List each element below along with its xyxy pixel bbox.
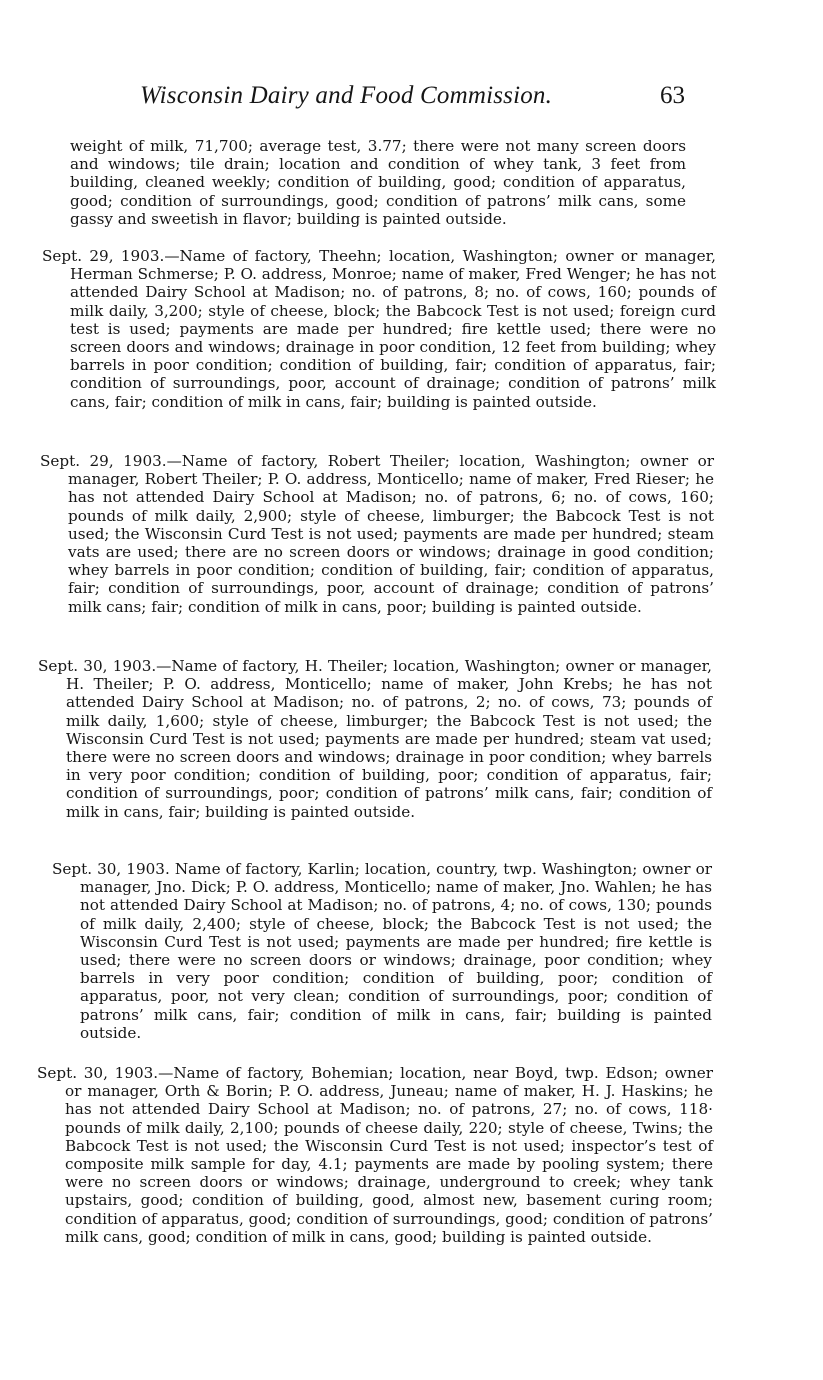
running-title: Wisconsin Dairy and Food Commission. — [140, 82, 553, 109]
running-header — [140, 82, 685, 122]
factory-entry-robert-theiler: Sept. 29, 1903.—Name of factory, Robert Theiler; location, Washington; owner or manager, Robert Theiler; P. O. address, Monticello; name of maker, Fred Rieser; he has not attended Dairy School at Madison; no. of patrons, 6; no. of cows, 160; pounds of milk daily, 2,900; style of cheese, limburger; the Babcock Test is not used; the Wisconsin Curd Test is not used; payments are made per hundred; steam vats are used; there are no screen doors or windows; drainage in good condition; whey barrels in poor condition; condition of building, fair; condition of apparatus, fair; condition of surroundings, poor, account of drainage; condition of patrons’ milk cans; fair; condition of milk in cans, poor; building is painted outside. — [40, 452, 714, 616]
page-number: 63 — [660, 82, 685, 109]
factory-entry-bohemian: Sept. 30, 1903.—Name of factory, Bohemian; location, near Boyd, twp. Edson; owner or manager, Orth & Borin; P. O. address, Juneau; name of maker, H. J. Haskins; he has not attended Dairy School at Madison; no. of patrons, 27; no. of cows, 118· pounds of milk daily, 2,100; pounds of cheese daily, 220; style of cheese, Twins; the Babcock Test is not used; the Wisconsin Curd Test is not used; inspector’s test of composite milk sample for day, 4.1; payments are made by pooling system; there were no screen doors or windows; drainage, underground to creek; whey tank upstairs, good; condition of building, good, almost new, basement curing room; condition of apparatus, good; condition of surroundings, good; condition of patrons’ milk cans, good; condition of milk in cans, good; building is painted outside. — [37, 1064, 713, 1246]
factory-entry-h-theiler: Sept. 30, 1903.—Name of factory, H. Theiler; location, Washington; owner or manager, H. Theiler; P. O. address, Monticello; name of maker, John Krebs; he has not attended Dairy School at Madison; no. of patrons, 2; no. of cows, 73; pounds of milk daily, 1,600; style of cheese, limburger; the Babcock Test is not used; the Wisconsin Curd Test is not used; payments are made per hundred; steam vat used; there were no screen doors and windows; drainage in poor condition; whey barrels in very poor condition; condition of building, poor; condition of apparatus, fair; condition of surroundings, poor; condition of patrons’ milk cans, fair; condition of milk in cans, fair; building is painted outside. — [38, 657, 712, 821]
factory-entry-karlin: Sept. 30, 1903. Name of factory, Karlin; location, country, twp. Washington; owner or manager, Jno. Dick; P. O. address, Monticello; name of maker, Jno. Wahlen; he has not attended Dairy School at Madison; no. of patrons, 4; no. of cows, 130; pounds of milk daily, 2,400; style of cheese, block; the Babcock Test is not used; the Wisconsin Curd Test is not used; payments are made per hundred; fire kettle is used; there were no screen doors or windows; drainage, poor condition; whey barrels in very poor condition; condition of building, poor; condition of apparatus, poor, not very clean; condition of surroundings, poor; condition of patrons’ milk cans, fair; condition of milk in cans, fair; building is painted outside. — [52, 860, 712, 1042]
entry-continued-paragraph: weight of milk, 71,700; average test, 3.77; there were not many screen doors and windows; tile drain; location and condition of whey tank, 3 feet from building, cleaned weekly; condition of building, good; condition of apparatus, good; condition of surroundings, good; condition of patrons’ milk cans, some gassy and sweetish in flavor; building is painted outside. — [70, 137, 686, 228]
factory-entry-theehn: Sept. 29, 1903.—Name of factory, Theehn; location, Washington; owner or manager, Herman Schmerse; P. O. address, Monroe; name of maker, Fred Wenger; he has not attended Dairy School at Madison; no. of patrons, 8; no. of cows, 160; pounds of milk daily, 3,200; style of cheese, block; the Babcock Test is not used; foreign curd test is used; payments are made per hundred; fire kettle used; there were no screen doors and windows; drainage in poor condition, 12 feet from building; whey barrels in poor condition; condition of building, fair; condition of apparatus, fair; condition of surroundings, poor, account of drainage; condition of patrons’ milk cans, fair; condition of milk in cans, fair; building is painted outside. — [42, 247, 716, 411]
